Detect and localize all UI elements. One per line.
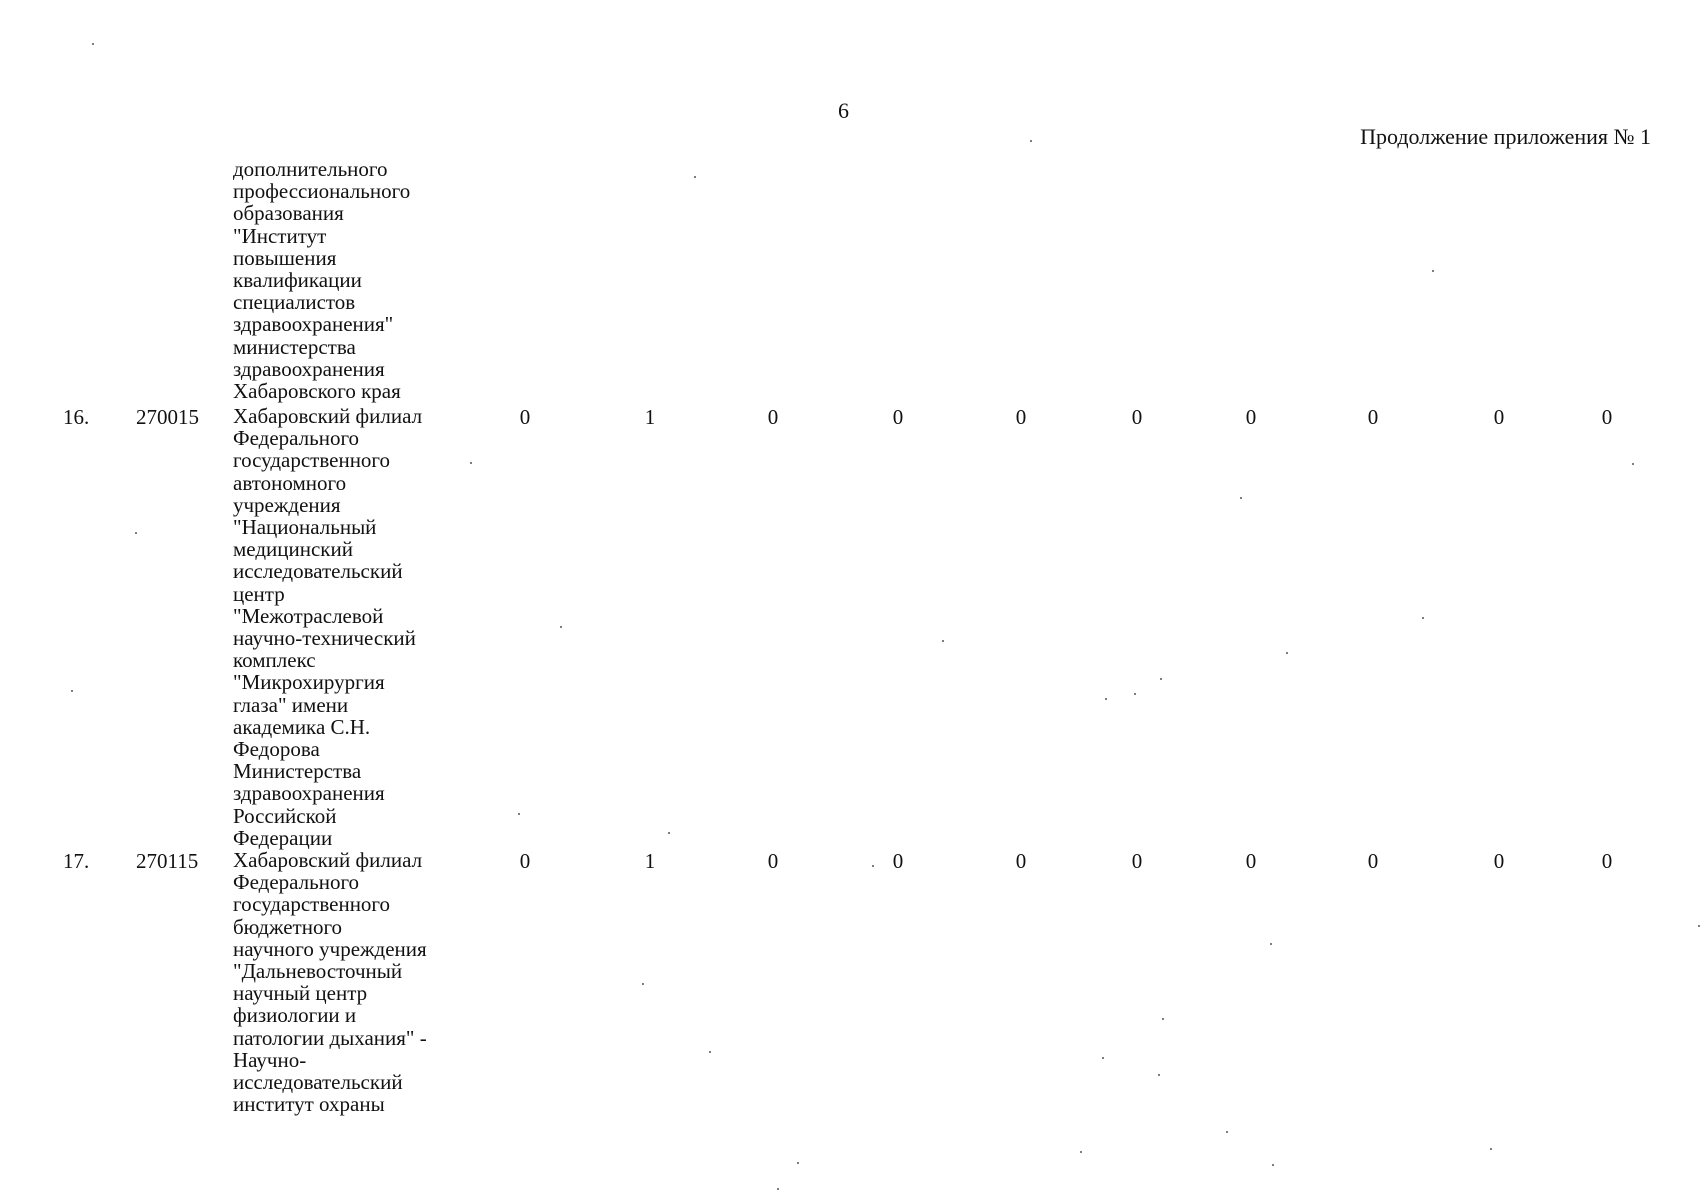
speck — [942, 640, 944, 642]
organization-name: Хабаровский филиал Федерального государственного бюджетного научного учреждения "Дальневосточный научный центр физиологии и патологии дыхания" - Научно- исследовательский институт охраны — [233, 848, 427, 1117]
speck — [1272, 1164, 1274, 1166]
value-cell: 0 — [1493, 405, 1505, 429]
speck — [135, 532, 137, 534]
value-cell: 0 — [767, 405, 779, 429]
value-cell: 0 — [1015, 849, 1027, 873]
speck — [1432, 270, 1434, 272]
page-number: 6 — [838, 98, 849, 123]
continuation-label: Продолжение приложения № 1 — [1360, 124, 1651, 149]
organization-name: Хабаровский филиал Федерального государственного автономного учреждения "Национальный медицинский исследовательский центр "Межотраслевой научно-технический комплекс "Микрохирургия глаза" имени академика С.Н. Федорова Министерства здравоохранения Российской Федерации — [233, 404, 423, 850]
speck — [1632, 463, 1634, 465]
value-cell: 0 — [1493, 849, 1505, 873]
value-cell: 1 — [644, 849, 656, 873]
speck — [777, 1188, 779, 1190]
speck — [797, 1162, 799, 1164]
speck — [518, 813, 520, 815]
value-cell: 0 — [892, 849, 904, 873]
speck — [1080, 1151, 1082, 1153]
value-cell: 0 — [519, 405, 531, 429]
speck — [1102, 1057, 1104, 1059]
value-cell: 0 — [1015, 405, 1027, 429]
row-number: 17. — [63, 849, 90, 873]
speck — [642, 983, 644, 985]
value-cell: 0 — [1601, 849, 1613, 873]
row-code: 270115 — [136, 849, 199, 873]
value-cell: 0 — [519, 849, 531, 873]
value-cell: 0 — [1245, 849, 1257, 873]
value-cell: 0 — [767, 849, 779, 873]
value-cell: 0 — [1131, 849, 1143, 873]
value-cell: 0 — [1245, 405, 1257, 429]
speck — [1105, 698, 1107, 700]
value-cell: 1 — [644, 405, 656, 429]
speck — [1134, 693, 1136, 695]
value-cell: 0 — [1131, 405, 1143, 429]
speck — [1162, 1018, 1164, 1020]
speck — [560, 626, 562, 628]
previous-row-text: дополнительного профессионального образования "Институт повышения квалификации специалистов здравоохранения" министерства здравоохранения Хабаровского края — [233, 157, 411, 404]
value-cell: 0 — [1367, 405, 1379, 429]
speck — [1270, 943, 1272, 945]
speck — [694, 176, 696, 178]
value-cell: 0 — [1601, 405, 1613, 429]
value-cell: 0 — [1367, 849, 1379, 873]
speck — [1490, 1148, 1492, 1150]
speck — [1160, 678, 1162, 680]
speck — [668, 832, 670, 834]
row-code: 270015 — [136, 405, 199, 429]
speck — [1158, 1074, 1160, 1076]
speck — [1240, 497, 1242, 499]
speck — [1422, 617, 1424, 619]
speck — [470, 462, 472, 464]
speck — [1030, 140, 1032, 142]
speck — [1286, 652, 1288, 654]
speck — [92, 43, 94, 45]
speck — [1698, 925, 1700, 927]
speck — [71, 690, 73, 692]
value-cell: 0 — [892, 405, 904, 429]
speck — [872, 865, 874, 867]
row-number: 16. — [63, 405, 90, 429]
speck — [709, 1051, 711, 1053]
speck — [1226, 1131, 1228, 1133]
